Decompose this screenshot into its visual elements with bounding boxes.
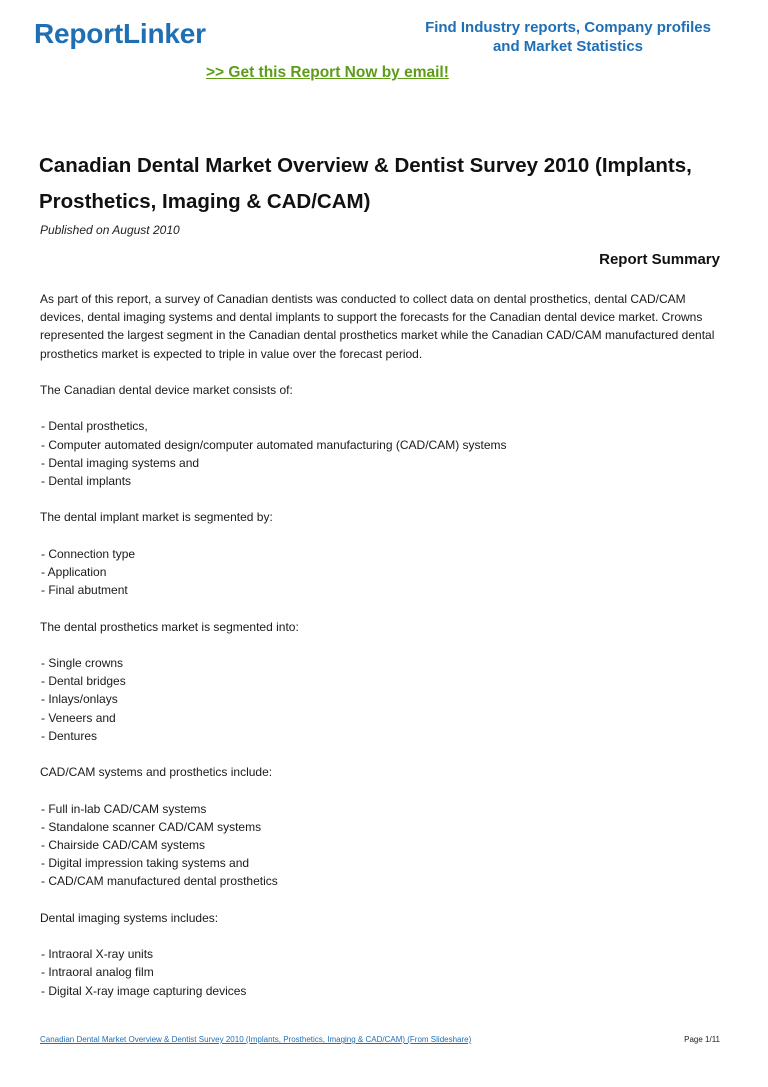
list-item: - Dental imaging systems and [41, 455, 200, 470]
list-item: - Connection type [41, 546, 136, 561]
cadcam-list [40, 800, 730, 891]
get-report-email-link[interactable]: >> Get this Report Now by email! [206, 64, 449, 81]
reportlinker-logo[interactable]: ReportLinker [34, 18, 206, 49]
list-item: - Intraoral X-ray units [41, 947, 154, 962]
list-item: - Chairside CAD/CAM systems [41, 837, 206, 852]
section-heading: The dental implant market is segmented by: [40, 510, 273, 525]
prosthetics-segment-list [40, 654, 730, 745]
list-item: - Digital impression taking systems and [41, 856, 250, 871]
list-item: - Final abutment [41, 583, 128, 598]
imaging-list [40, 945, 730, 1000]
section-heading: The dental prosthetics market is segmented into: [40, 619, 299, 634]
published-date: Published on August 2010 [40, 223, 180, 237]
list-item: - Dental prosthetics, [41, 419, 148, 434]
header-tagline [400, 18, 736, 56]
list-item: - Computer automated design/computer automated manufacturing (CAD/CAM) systems [41, 437, 507, 452]
device-market-list [40, 417, 730, 490]
list-item: - Single crowns [41, 655, 124, 670]
page-number: Page 1/11 [684, 1035, 720, 1044]
report-summary-heading: Report Summary [599, 251, 720, 268]
intro-paragraph: As part of this report, a survey of Canadian dentists was conducted to collect data on dental prosthetics, dental CAD/CAM devices, dental imaging systems and dental implants to support the forecasts for the Canadian dental device market. Crowns represented the largest segment in the Canadian dental prosthetics market while the Canadian CAD/CAM manufactured dental prosthetics market is expected to triple in value over the forecast period. [40, 292, 715, 361]
list-item: - Digital X-ray image capturing devices [41, 983, 247, 998]
section-heading: CAD/CAM systems and prosthetics include: [40, 765, 273, 780]
list-item: - Inlays/onlays [41, 692, 118, 707]
list-item: - Dental bridges [41, 674, 126, 689]
section-heading: The Canadian dental device market consists of: [40, 383, 293, 397]
list-item: - Standalone scanner CAD/CAM systems [41, 819, 262, 834]
report-body [40, 290, 730, 1000]
list-item: - Dental implants [41, 474, 132, 488]
report-title: Canadian Dental Market Overview & Dentist Survey 2010 (Implants, Prosthetics, Imaging & CAD/CAM) [39, 154, 692, 213]
footer-source-link[interactable]: Canadian Dental Market Overview & Dentist Survey 2010 (Implants, Prosthetics, Imaging & CAD/CAM) (From Slideshare) [40, 1035, 472, 1044]
list-item: - Veneers and [41, 710, 116, 725]
implant-segment-list [40, 545, 730, 600]
list-item: - Dentures [41, 728, 98, 743]
tagline-line-2: and Market Statistics [492, 38, 644, 55]
list-item: - Full in-lab CAD/CAM systems [41, 801, 207, 816]
section-heading: Dental imaging systems includes: [40, 910, 219, 925]
list-item: - Application [41, 564, 107, 579]
tagline-line-1: Find Industry reports, Company profiles [425, 19, 711, 36]
list-item: - CAD/CAM manufactured dental prosthetics [41, 874, 278, 889]
list-item: - Intraoral analog film [41, 965, 154, 980]
